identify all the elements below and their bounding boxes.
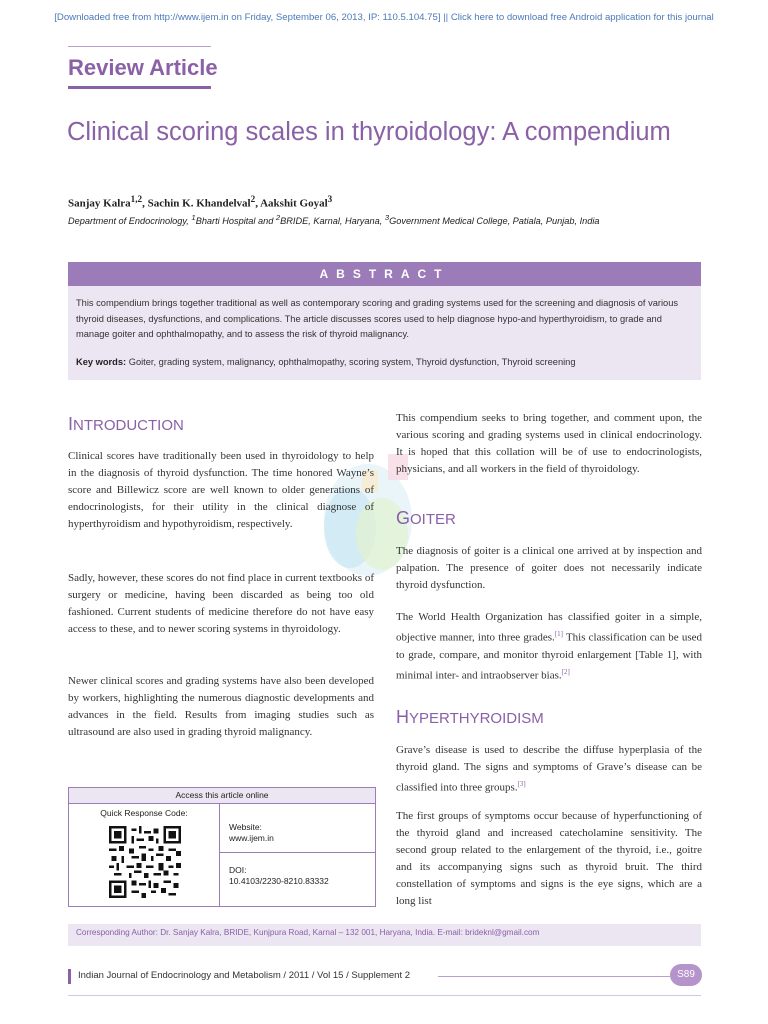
- hyperthyroidism-heading: [396, 707, 544, 728]
- doi-link[interactable]: 10.4103/2230-8210.83332: [229, 876, 329, 886]
- introduction-heading-rest: NTRODUCTION: [73, 417, 184, 434]
- abstract-box: [68, 286, 701, 380]
- goiter-heading: [396, 508, 456, 529]
- abstract-heading: ABSTRACT: [68, 262, 701, 286]
- corresponding-author-bar: [68, 924, 701, 946]
- hyperthyroidism-paragraph-1: Grave’s disease is used to describe the diffuse hyperplasia of the thyroid gland. The signs and symptoms of Grave’s disease can be classified into three groups.[3]: [396, 744, 702, 794]
- affiliations: Department of Endocrinology, $^1$Bharti Hospital and $^2$BRIDE, Karnal, Haryana, $^3$Government Medical College, Patiala, Punjab, India: [68, 213, 600, 227]
- goiter-heading-rest: OITER: [410, 511, 456, 528]
- bottom-rule: [68, 995, 701, 996]
- article-type: Review Article: [68, 55, 218, 80]
- hyperthyroidism-heading-cap: H: [396, 707, 409, 727]
- keywords: [76, 357, 694, 367]
- keywords-list: Goiter, grading system, malignancy, ophthalmopathy, scoring system, Thyroid dysfunction, Thyroid screening: [126, 357, 576, 367]
- access-separator: [220, 852, 375, 853]
- access-heading: Access this article online: [69, 788, 375, 804]
- qr-label: Quick Response Code:: [100, 808, 188, 818]
- journal-footer: Indian Journal of Endocrinology and Metabolism / 2011 / Vol 15 / Supplement 2: [78, 970, 411, 981]
- qr-code[interactable]: [109, 826, 181, 898]
- intro-paragraph-3: Newer clinical scores and grading systems have also been developed by workers, highlighting the numerous diagnostic developments and advances in the field. Results from imaging studies such as ultrasound are also used in grading thyroid malignancy.: [68, 675, 374, 738]
- goiter-heading-cap: G: [396, 508, 411, 528]
- doi-label: DOI:: [229, 865, 247, 875]
- compendium-paragraph: This compendium seeks to bring together, and comment upon, the various scoring and grading systems used in clinical endocrinology. It is hoped that this collation will be of use to endocrinologists, physicians, and all workers in the field of thyroidology.: [396, 412, 702, 475]
- section-rule-top: [68, 46, 211, 47]
- corresponding-author: Corresponding Author: Dr. Sanjay Kalra, BRIDE, Kunjpura Road, Karnal – 132 001, Haryana, India. E-mail: brideknl@gmail.com: [76, 928, 540, 937]
- page-number: S89: [670, 964, 702, 986]
- paper-title: Clinical scoring scales in thyroidology: A compendium: [67, 118, 671, 146]
- website-link[interactable]: www.ijem.in: [229, 833, 274, 843]
- abstract-text: This compendium brings together traditional as well as contemporary scoring and grading systems used for the screening and diagnosis of various thyroid diseases, dysfunctions, and complications. The article discusses scores used to help diagnose hypo-and hyperthyroidism, to grade and manage goiter and ophthalmopathy, and to assess the risk of thyroid malignancy.: [76, 298, 679, 340]
- intro-paragraph-2: Sadly, however, these scores do not find place in current textbooks of surgery or medicine, having been discarded as being too old fashioned. Current students of medicine therefore do not have easy access to these, and to newer scoring systems in thyroidology.: [68, 572, 374, 635]
- article-type-underline: [68, 86, 211, 89]
- access-divider: [219, 804, 220, 906]
- author-list: Sanjay Kalra$^{1,2}$, Sachin K. Khandelval$^2$, Aakshit Goyal$^3$: [68, 194, 333, 210]
- hyperthyroidism-paragraph-2: The first groups of symptoms occur because of hyperfunctioning of the thyroid gland and increased catecholamine sensitivity. The second group related to the enlargement of the thyroid, i.e., goitre and its accompanying signs such as thyroid bruit. The third constellation of symptoms and signs is the eye signs, which are a long list: [396, 810, 702, 907]
- hyperthyroidism-heading-rest: YPERTHYROIDISM: [409, 710, 544, 727]
- access-online-box: [68, 787, 376, 907]
- goiter-paragraph-2: The World Health Organization has classified goiter in a simple, objective manner, into three grades.[1] This classification can be used to grade, compare, and monitor thyroid enlargement [Table 1], with minimal inter- and intraobserver bias.[2]: [396, 611, 702, 682]
- goiter-paragraph-1: The diagnosis of goiter is a clinical one arrived at by inspection and palpation. The presence of goiter does not necessarily indicate thyroid dysfunction.: [396, 545, 702, 591]
- footer-rule: [438, 976, 670, 977]
- footer-accent: [68, 969, 71, 984]
- website-label: Website:: [229, 822, 262, 832]
- introduction-heading-cap: I: [68, 414, 74, 434]
- intro-paragraph-1: Clinical scores have traditionally been used in thyroidology to help in the diagnosis of thyroid dysfunction. The time honored Wayne’s score and Billewicz score are well known to older generations of endocrinologists, for their utility in the clinical diagnose of hyperthyroidism and hypothyroidism, respectively.: [68, 450, 374, 530]
- download-banner[interactable]: [Downloaded free from http://www.ijem.in on Friday, September 06, 2013, IP: 110.5.104.75] || Click here to download free Android application for this journal: [54, 12, 714, 23]
- keywords-label: Key words:: [76, 357, 127, 367]
- introduction-heading: [68, 414, 184, 435]
